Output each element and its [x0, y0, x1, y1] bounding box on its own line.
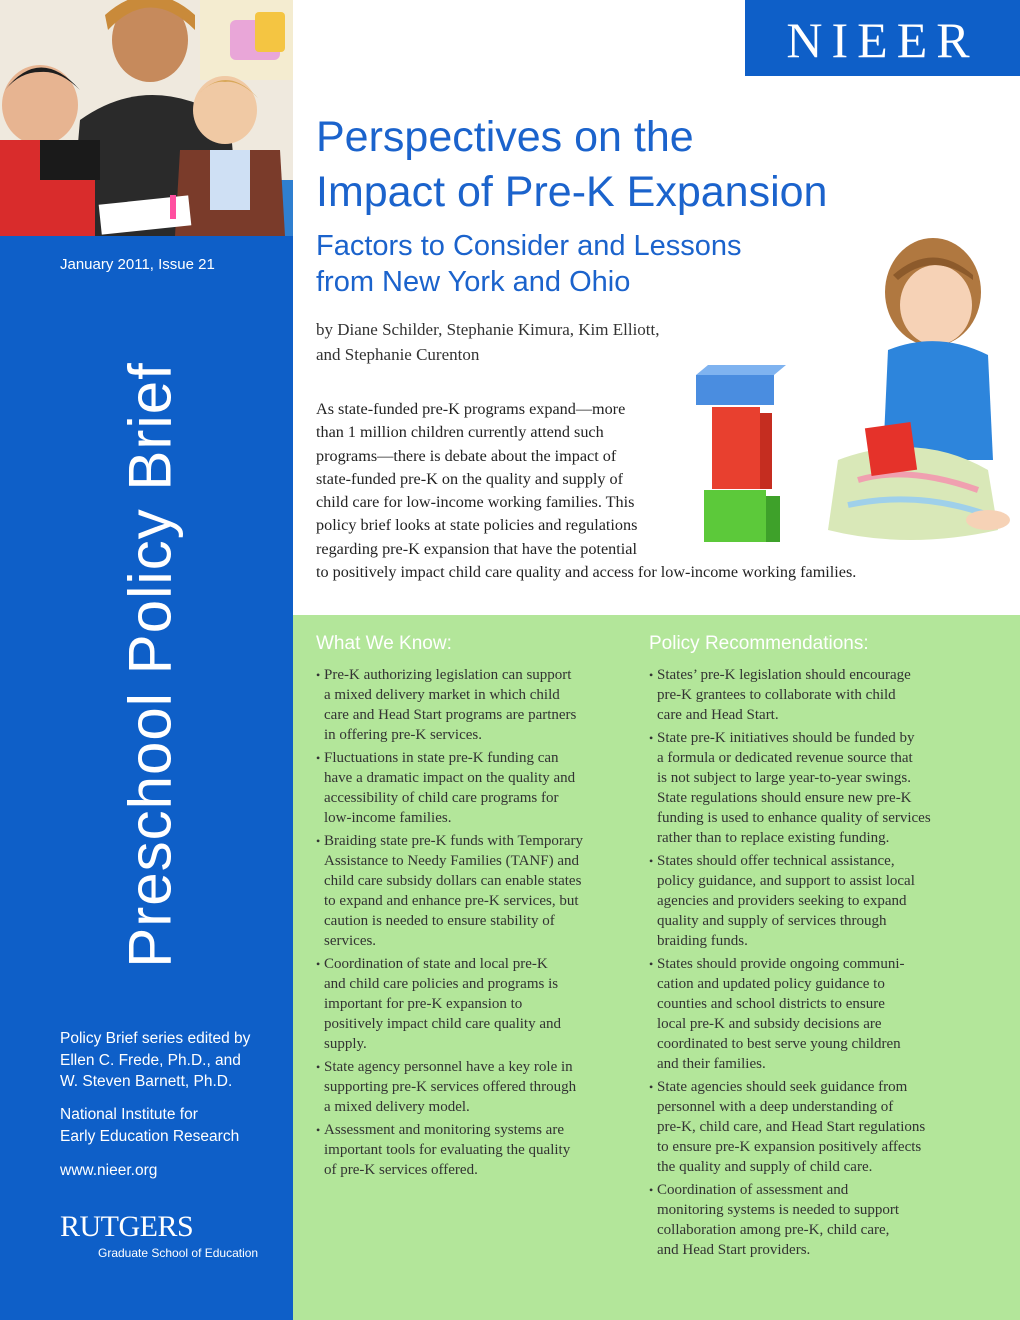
list-item-line: and child care policies and programs is: [324, 976, 559, 992]
issue-date: January 2011, Issue 21: [60, 256, 215, 273]
institute-line: National Institute for: [60, 1106, 198, 1123]
brief-series-title: Preschool Policy Brief: [116, 362, 184, 968]
recommendations-column: [649, 633, 949, 1263]
list-item-line: and Head Start providers.: [657, 1242, 811, 1258]
rutgers-logo: [60, 1212, 258, 1260]
intro-paragraph: [316, 398, 931, 584]
list-item-line: rather than to replace existing funding.: [657, 830, 890, 846]
list-item-line: coordinated to best serve young children: [657, 1036, 901, 1052]
list-item-line: pre-K grantees to collaborate with child: [657, 687, 896, 703]
website-link[interactable]: www.nieer.org: [60, 1162, 158, 1179]
list-item-line: State regulations should ensure new pre-K: [657, 790, 912, 806]
teacher-children-photo: [0, 0, 293, 236]
list-item: [316, 954, 616, 1054]
editors-line: Policy Brief series edited by: [60, 1030, 251, 1047]
page-title: [316, 110, 827, 220]
list-item-line: supply.: [324, 1036, 367, 1052]
list-item-line: policy guidance, and support to assist local: [657, 873, 915, 889]
list-item-line: • States’ pre-K legislation should encourage: [657, 667, 911, 683]
list-item-line: positively impact child care quality and: [324, 1016, 562, 1032]
list-item-line: accessibility of child care programs for: [324, 790, 559, 806]
intro-line: As state-funded pre-K programs expand—more: [316, 400, 626, 418]
list-item-line: of pre-K services offered.: [324, 1162, 478, 1178]
list-item-line: monitoring systems is needed to support: [657, 1202, 900, 1218]
list-item-line: have a dramatic impact on the quality and: [324, 770, 576, 786]
list-item-line: • Assessment and monitoring systems are: [324, 1122, 564, 1138]
list-item-line: collaboration among pre-K, child care,: [657, 1222, 890, 1238]
list-item-line: funding is used to enhance quality of services: [657, 810, 931, 826]
list-item-line: pre-K, child care, and Head Start regulations: [657, 1119, 926, 1135]
list-item: [316, 831, 616, 951]
list-item-line: braiding funds.: [657, 933, 748, 949]
list-item-line: • Fluctuations in state pre-K funding can: [324, 750, 559, 766]
list-item: [316, 1057, 616, 1117]
list-item-line: Assistance to Needy Families (TANF) and: [324, 853, 579, 869]
list-item-line: supporting pre-K services offered through: [324, 1079, 577, 1095]
list-item-line: • Coordination of assessment and: [657, 1182, 849, 1198]
list-item-line: local pre-K and subsidy decisions are: [657, 1016, 882, 1032]
list-item-line: care and Head Start programs are partners: [324, 707, 577, 723]
list-item-line: • Pre-K authorizing legislation can support: [324, 667, 572, 683]
intro-line: programs—there is debate about the impact of: [316, 446, 617, 465]
list-item: [316, 665, 616, 745]
list-item: [316, 748, 616, 828]
list-item-line: • Braiding state pre-K funds with Temporary: [324, 833, 584, 849]
list-item-line: important for pre-K expansion to: [324, 996, 523, 1012]
rutgers-subtitle: Graduate School of Education: [98, 1246, 259, 1260]
list-item-line: • State agency personnel have a key role in: [324, 1059, 573, 1075]
list-item-line: quality and supply of services through: [657, 913, 887, 929]
list-item-line: • State pre-K initiatives should be funded by: [657, 730, 915, 746]
editors-line: W. Steven Barnett, Ph.D.: [60, 1073, 233, 1090]
list-item-line: the quality and supply of child care.: [657, 1159, 873, 1175]
what-we-know-heading: What We Know:: [316, 633, 452, 654]
list-item: [649, 665, 949, 725]
intro-line: child care for low-income working families. This: [316, 493, 635, 512]
title-line: Impact of Pre-K Expansion: [316, 168, 828, 216]
list-item-line: services.: [324, 933, 377, 949]
editors-credit: [60, 1028, 250, 1093]
intro-line: to positively impact child care quality and access for low-income working families.: [316, 563, 857, 582]
list-item-line: agencies and providers seeking to expand: [657, 893, 907, 909]
page-subtitle: [316, 228, 742, 300]
list-item-line: a mixed delivery market in which child: [324, 687, 560, 703]
list-item-line: cation and updated policy guidance to: [657, 976, 885, 992]
recommendations-heading: Policy Recommendations:: [649, 633, 869, 654]
list-item-line: • States should provide ongoing communi-: [657, 956, 905, 972]
list-item: [649, 851, 949, 951]
list-item-line: to ensure pre-K expansion positively affects: [657, 1139, 922, 1155]
authors-line: and Stephanie Curenton: [316, 345, 480, 364]
title-line: Perspectives on the: [316, 113, 694, 161]
intro-line: than 1 million children currently attend such: [316, 423, 604, 442]
subtitle-line: from New York and Ohio: [316, 266, 631, 298]
institute-line: Early Education Research: [60, 1127, 240, 1145]
intro-line: regarding pre-K expansion that have the potential: [316, 539, 637, 558]
list-item-line: • Coordination of state and local pre-K: [324, 956, 548, 972]
list-item: [316, 1120, 616, 1180]
subtitle-line: Factors to Consider and Lessons: [316, 230, 742, 262]
list-item: [649, 1077, 949, 1177]
list-item-line: child care subsidy dollars can enable states: [324, 873, 582, 889]
rutgers-wordmark: RUTGERS: [60, 1210, 194, 1243]
what-we-know-list: [316, 665, 616, 1180]
authors: [316, 317, 660, 367]
recommendations-list: [649, 665, 949, 1260]
editors-line: Ellen C. Frede, Ph.D., and: [60, 1051, 241, 1069]
list-item-line: caution is needed to ensure stability of: [324, 913, 555, 929]
list-item-line: • States should offer technical assistance,: [657, 853, 895, 869]
list-item: [649, 1180, 949, 1260]
list-item-line: a formula or dedicated revenue source that: [657, 750, 913, 766]
intro-line: policy brief looks at state policies and regulations: [316, 516, 638, 535]
list-item-line: is not subject to large year-to-year swings.: [657, 770, 911, 786]
list-item-line: low-income families.: [324, 810, 452, 826]
list-item-line: care and Head Start.: [657, 707, 779, 723]
list-item-line: important tools for evaluating the quality: [324, 1142, 571, 1158]
list-item-line: in offering pre-K services.: [324, 727, 482, 743]
intro-line: state-funded pre-K on the quality and supply of: [316, 469, 624, 488]
nieer-logo: NIEER: [745, 0, 1020, 76]
what-we-know-column: [316, 633, 616, 1183]
list-item-line: to expand and enhance pre-K services, but: [324, 893, 579, 909]
list-item-line: • State agencies should seek guidance from: [657, 1079, 908, 1095]
list-item: [649, 728, 949, 848]
list-item-line: a mixed delivery model.: [324, 1099, 470, 1115]
institute-name: [60, 1104, 239, 1147]
list-item-line: counties and school districts to ensure: [657, 996, 885, 1012]
list-item-line: and their families.: [657, 1056, 766, 1072]
list-item: [649, 954, 949, 1074]
list-item-line: personnel with a deep understanding of: [657, 1099, 894, 1115]
authors-line: by Diane Schilder, Stephanie Kimura, Kim Elliott,: [316, 320, 660, 339]
